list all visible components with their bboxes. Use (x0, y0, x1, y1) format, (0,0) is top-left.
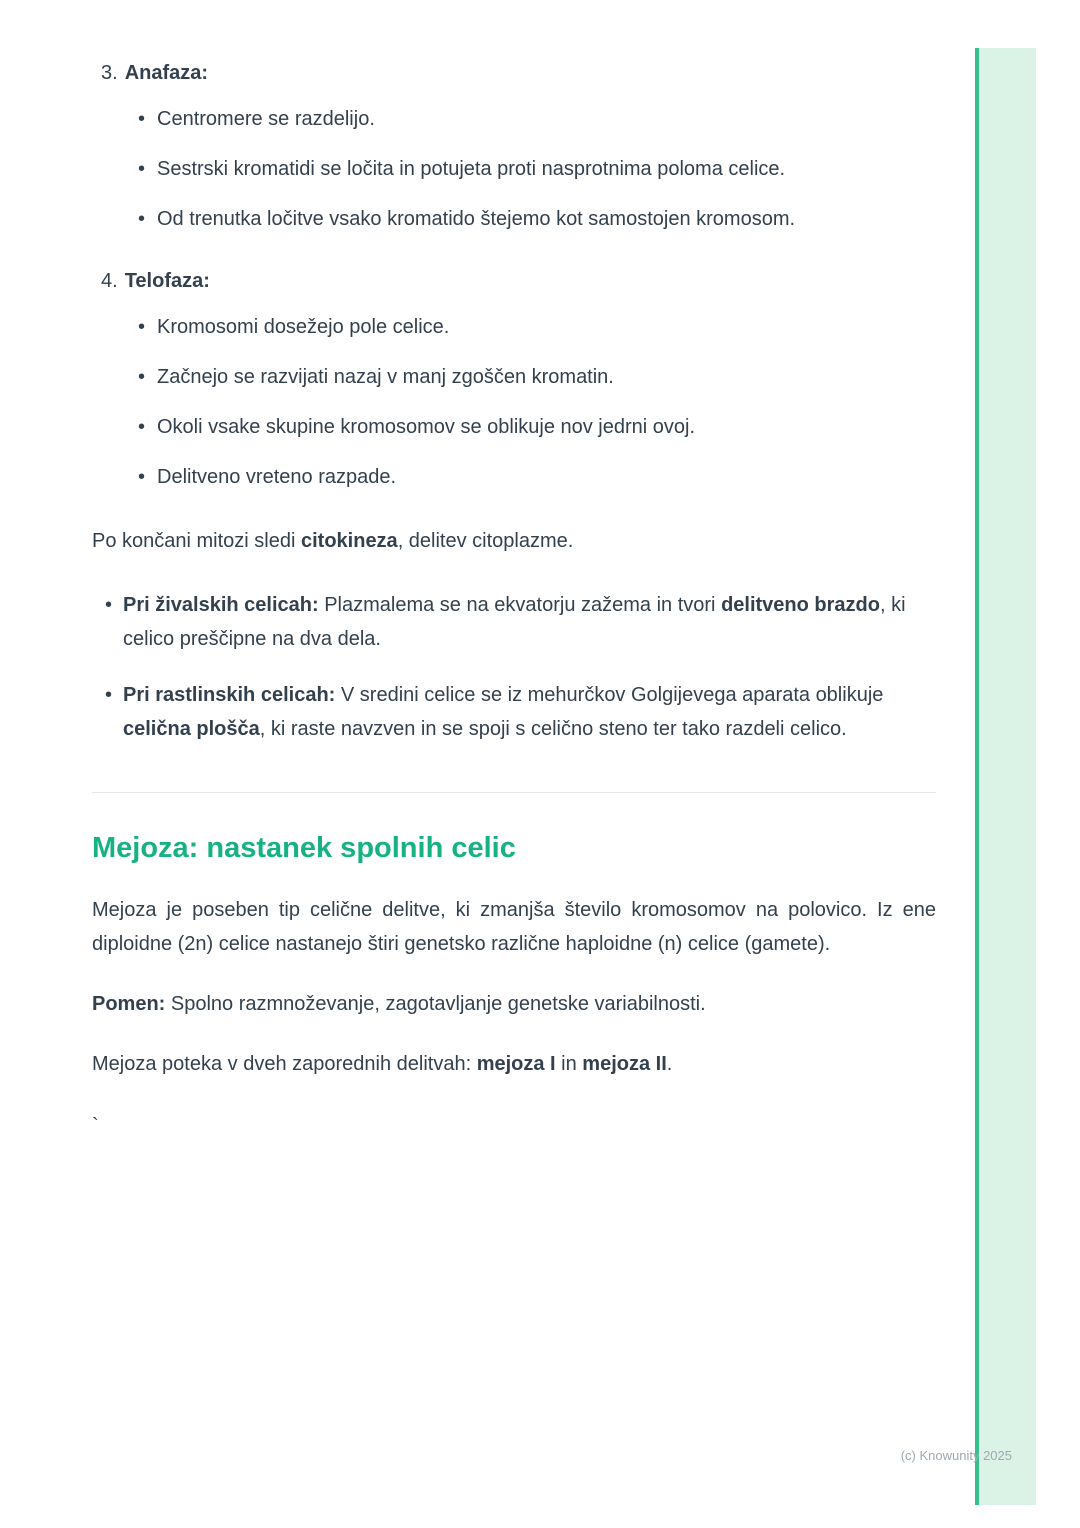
list-item (138, 102, 936, 136)
telofaza-title: Telofaza: (124, 270, 210, 292)
pomen-text: Spolno razmnoževanje, zagotavljanje genetske variabilnosti. (165, 993, 706, 1015)
section-divider (92, 792, 936, 793)
mejoza-paragraph-3 (92, 1047, 936, 1081)
list-item-lead: Pri rastlinskih celicah: (123, 684, 336, 706)
list-item (138, 202, 936, 236)
pomen-label: Pomen: (92, 993, 166, 1015)
list-item (138, 360, 936, 394)
section-telofaza (92, 264, 936, 494)
list-item-lead: Pri živalskih celicah: (123, 594, 319, 616)
p3-text: . (666, 1053, 673, 1075)
list-item (138, 410, 936, 444)
mejoza-paragraph-2 (92, 987, 936, 1021)
mejoza-paragraph-1: Mejoza je poseben tip celične delitve, ki zmanjša število kromosomov na polovico. Iz ene diploidne (2n) celice nastanejo štiri genetsko različne haploidne (n) celice (gamete). (92, 899, 936, 955)
citokineza-bullet-list (92, 588, 936, 746)
p3-bold-1: mejoza I (476, 1053, 556, 1075)
p3-text: Mejoza poteka v dveh zaporednih delitvah: (92, 1053, 477, 1075)
stray-character: ` (92, 1115, 99, 1137)
anafaza-number: 3. (101, 62, 118, 84)
p3-bold-2: mejoza II (582, 1053, 667, 1075)
list-item-text: Od trenutka ločitve vsako kromatido štejemo kot samostojen kromosom. (157, 208, 796, 230)
intro-text: , delitev citoplazme. (397, 530, 574, 552)
list-item-bold: celična plošča (123, 718, 260, 740)
list-item-text: Kromosomi dosežejo pole celice. (157, 316, 450, 338)
list-item-text: Delitveno vreteno razpade. (157, 466, 397, 488)
telofaza-bullet-list (92, 310, 936, 494)
list-item (138, 310, 936, 344)
section-anafaza (92, 56, 936, 236)
page-content (92, 56, 936, 1143)
list-item-bold: delitveno brazdo (721, 594, 880, 616)
list-item-text: , ki celico preščipne na dva dela. (123, 594, 906, 650)
mejoza-heading: Mejoza: nastanek spolnih celic (92, 832, 516, 864)
side-stripe (975, 48, 1036, 1505)
list-item-text: Centromere se razdelijo. (157, 108, 375, 130)
intro-text: Po končani mitozi sledi (92, 530, 301, 552)
list-item-text: V sredini celice se iz mehurčkov Golgijevega aparata oblikuje (335, 684, 884, 706)
list-item (138, 460, 936, 494)
list-item (138, 152, 936, 186)
citokineza-intro (92, 524, 936, 558)
list-item (105, 678, 936, 746)
list-item-text: Okoli vsake skupine kromosomov se oblikuje nov jedrni ovoj. (157, 416, 696, 438)
telofaza-heading (92, 264, 936, 298)
anafaza-title: Anafaza: (124, 62, 209, 84)
p3-text: in (555, 1053, 583, 1075)
anafaza-bullet-list (92, 102, 936, 236)
list-item-text: , ki raste navzven in se spoji s celično steno ter tako razdeli celico. (259, 718, 847, 740)
list-item-text: Plazmalema se na ekvatorju zažema in tvori (318, 594, 722, 616)
list-item-text: Sestrski kromatidi se ločita in potujeta proti nasprotnima poloma celice. (157, 158, 786, 180)
telofaza-number: 4. (101, 270, 118, 292)
anafaza-heading (92, 56, 936, 90)
footer-credit: (c) Knowunity 2025 (900, 1448, 1012, 1463)
list-item (105, 588, 936, 656)
list-item-text: Začnejo se razvijati nazaj v manj zgoščen kromatin. (157, 366, 614, 388)
intro-bold: citokineza (300, 530, 398, 552)
